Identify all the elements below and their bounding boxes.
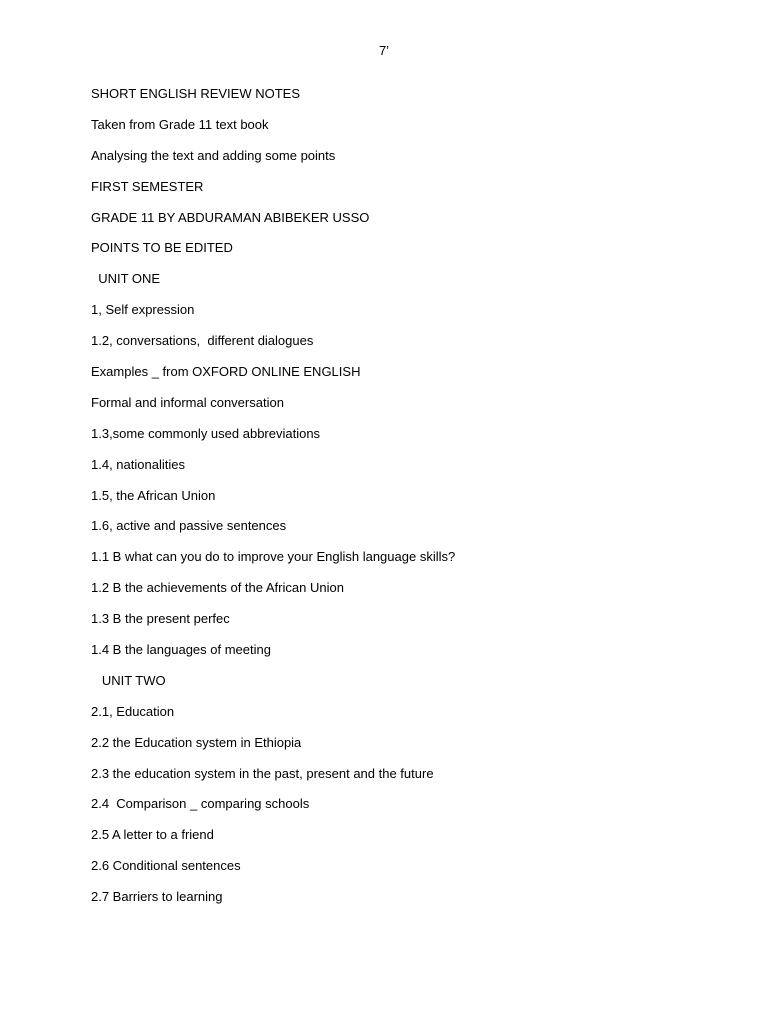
- text-line: 2.7 Barriers to learning: [91, 889, 223, 905]
- text-line: 1.3 B the present perfec: [91, 611, 230, 627]
- text-line: FIRST SEMESTER: [91, 178, 204, 194]
- text-line: 1.6, active and passive sentences: [91, 518, 287, 534]
- text-line: 1.4, nationalities: [91, 456, 185, 472]
- page-number: 7’: [378, 43, 390, 58]
- text-line: 1.5, the African Union: [91, 487, 216, 503]
- text-line: 2.5 A letter to a friend: [91, 827, 214, 843]
- text-line: UNIT ONE: [91, 271, 161, 287]
- text-line: POINTS TO BE EDITED: [91, 240, 233, 256]
- text-line: SHORT ENGLISH REVIEW NOTES: [91, 86, 301, 101]
- text-line: 1.2 B the achievements of the African Union: [91, 580, 344, 596]
- text-line: 2.6 Conditional sentences: [91, 858, 241, 874]
- text-line: Analysing the text and adding some points: [91, 147, 336, 163]
- text-line: 2.2 the Education system in Ethiopia: [91, 734, 302, 750]
- text-line: 1.1 B what can you do to improve your English language skills?: [91, 549, 456, 565]
- text-line: 2.4 Comparison _ comparing schools: [91, 796, 310, 812]
- text-line: UNIT TWO: [91, 672, 166, 688]
- text-line: 2.3 the education system in the past, present and the future: [91, 765, 434, 781]
- text-line: Taken from Grade 11 text book: [91, 116, 269, 132]
- text-line: 1.2, conversations, different dialogues: [91, 333, 314, 349]
- text-line: 2.1, Education: [91, 703, 175, 719]
- text-line: Examples _ from OXFORD ONLINE ENGLISH: [91, 364, 361, 380]
- text-line: 1.4 B the languages of meeting: [91, 642, 271, 658]
- text-line: 1.3,some commonly used abbreviations: [91, 425, 321, 441]
- text-line: GRADE 11 BY ABDURAMAN ABIBEKER USSO: [91, 209, 370, 225]
- notes-lines: [91, 86, 731, 920]
- text-line: 1, Self expression: [91, 302, 195, 318]
- text-line: Formal and informal conversation: [91, 394, 284, 410]
